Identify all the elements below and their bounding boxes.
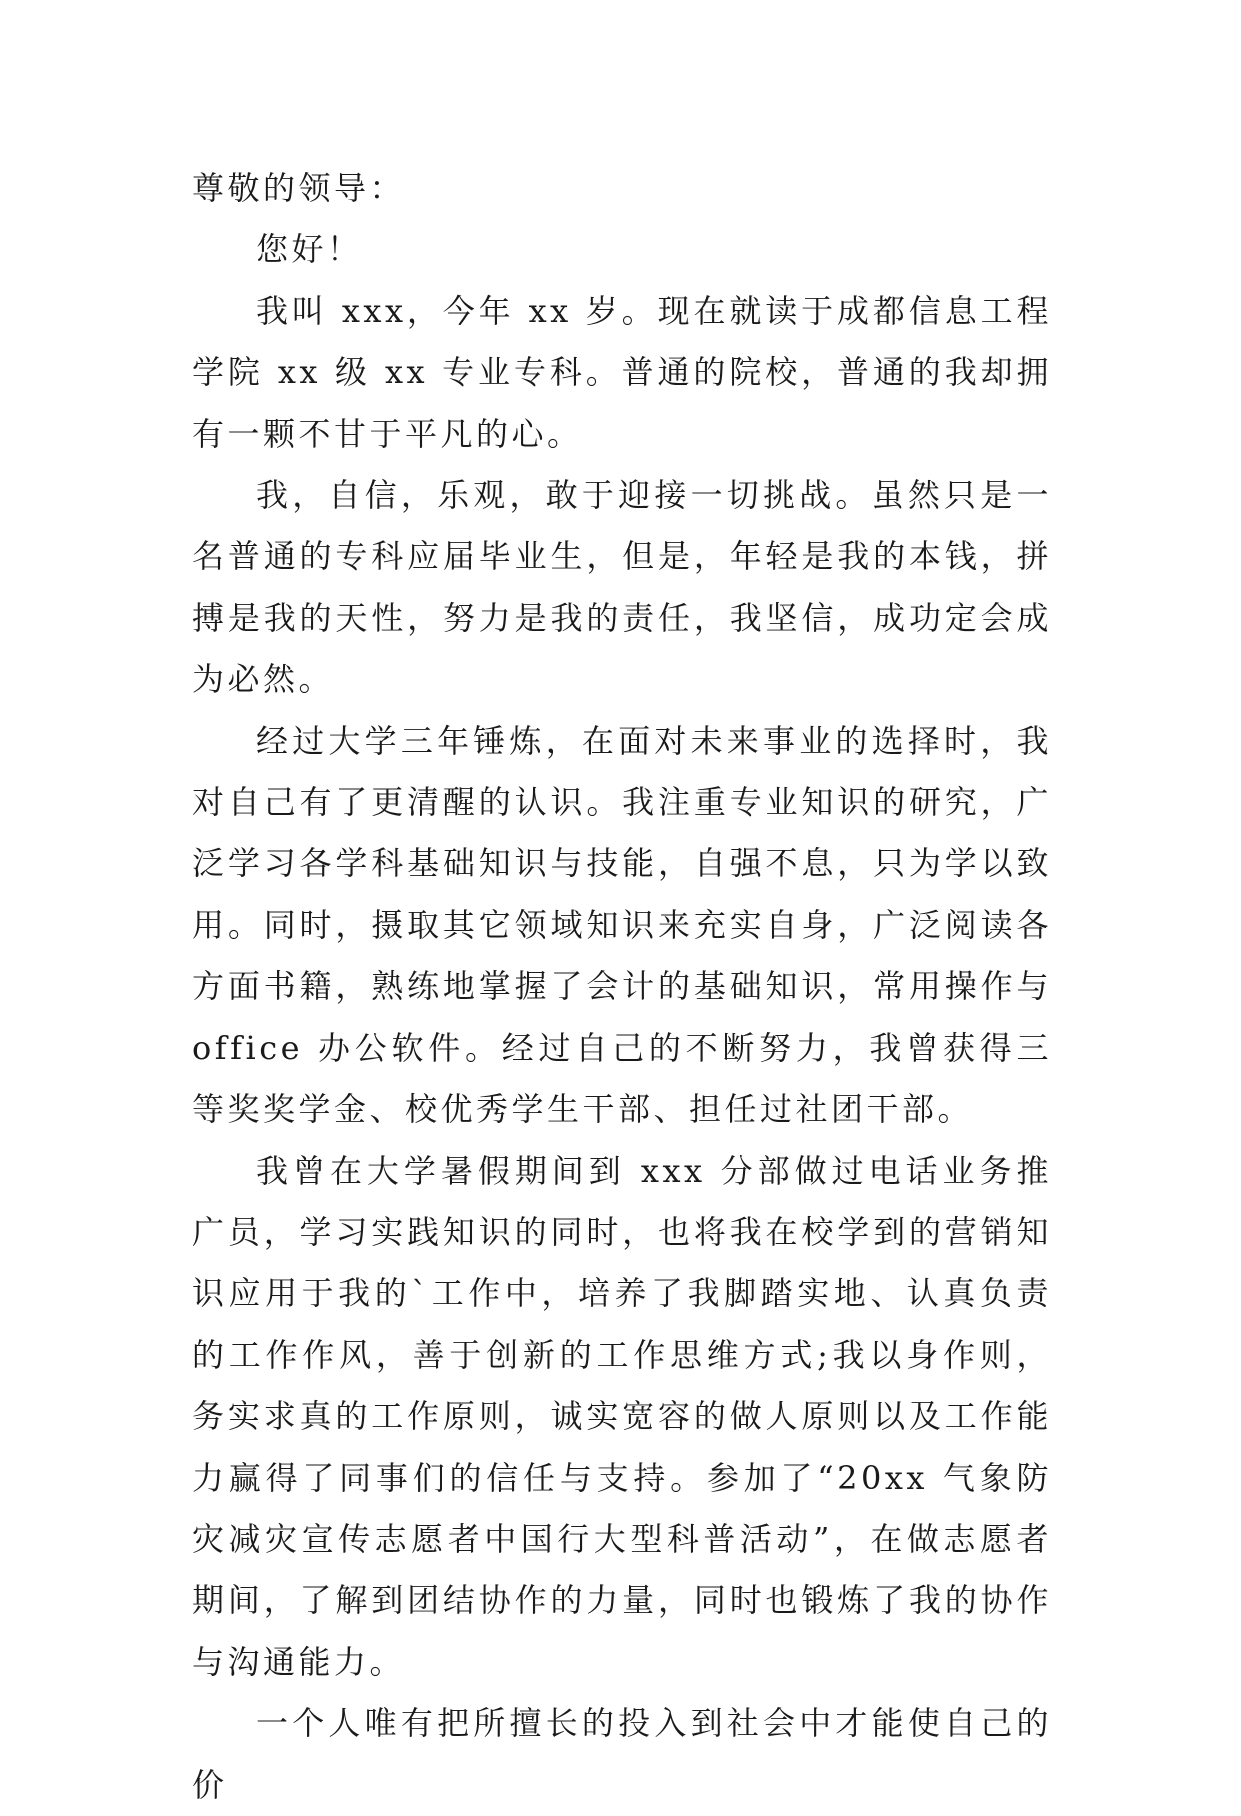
paragraph-experience: 我曾在大学暑假期间到 xxx 分部做过电话业务推广员，学习实践知识的同时，也将我在校学到的营销知识应用于我的`工作中，培养了我脚踏实地、认真负责的工作作风，善于创新的工作思维方式;我以身作则，务实求真的工作原则，诚实宽容的做人原则以及工作能力赢得了同事们的信任与支持。参加了“20xx 气象防灾减灾宣传志愿者中国行大型科普活动”，在做志愿者期间，了解到团结协作的力量，同时也锻炼了我的协作与沟通能力。 <box>192 1151 1052 1681</box>
paragraph-closing: 一个人唯有把所擅长的投入到社会中才能使自己的价 <box>192 1704 1052 1804</box>
salutation: 尊敬的领导： <box>192 169 406 207</box>
greeting: 您好！ <box>256 230 363 269</box>
paragraph-education: 经过大学三年锤炼，在面对未来事业的选择时，我对自己有了更清醒的认识。我注重专业知识的研究，广泛学习各学科基础知识与技能，自强不息，只为学以致用。同时，摄取其它领域知识来充实自身，广泛阅读各方面书籍，熟练地掌握了会计的基础知识，常用操作与 office 办公软件。经过自己的不断努力，我曾获得三等奖奖学金、校优秀学生干部、担任过社团干部。 <box>192 721 1066 1129</box>
letter-body <box>192 158 1066 1816</box>
paragraph-personality: 我，自信，乐观，敢于迎接一切挑战。虽然只是一名普通的专科应届毕业生，但是，年轻是我的本钱，拼搏是我的天性，努力是我的责任，我坚信，成功定会成为必然。 <box>192 476 1052 699</box>
paragraph-introduction: 我叫 xxx，今年 xx 岁。现在就读于成都信息工程学院 xx 级 xx 专业专科。普通的院校，普通的我却拥有一颗不甘于平凡的心。 <box>192 291 1052 453</box>
